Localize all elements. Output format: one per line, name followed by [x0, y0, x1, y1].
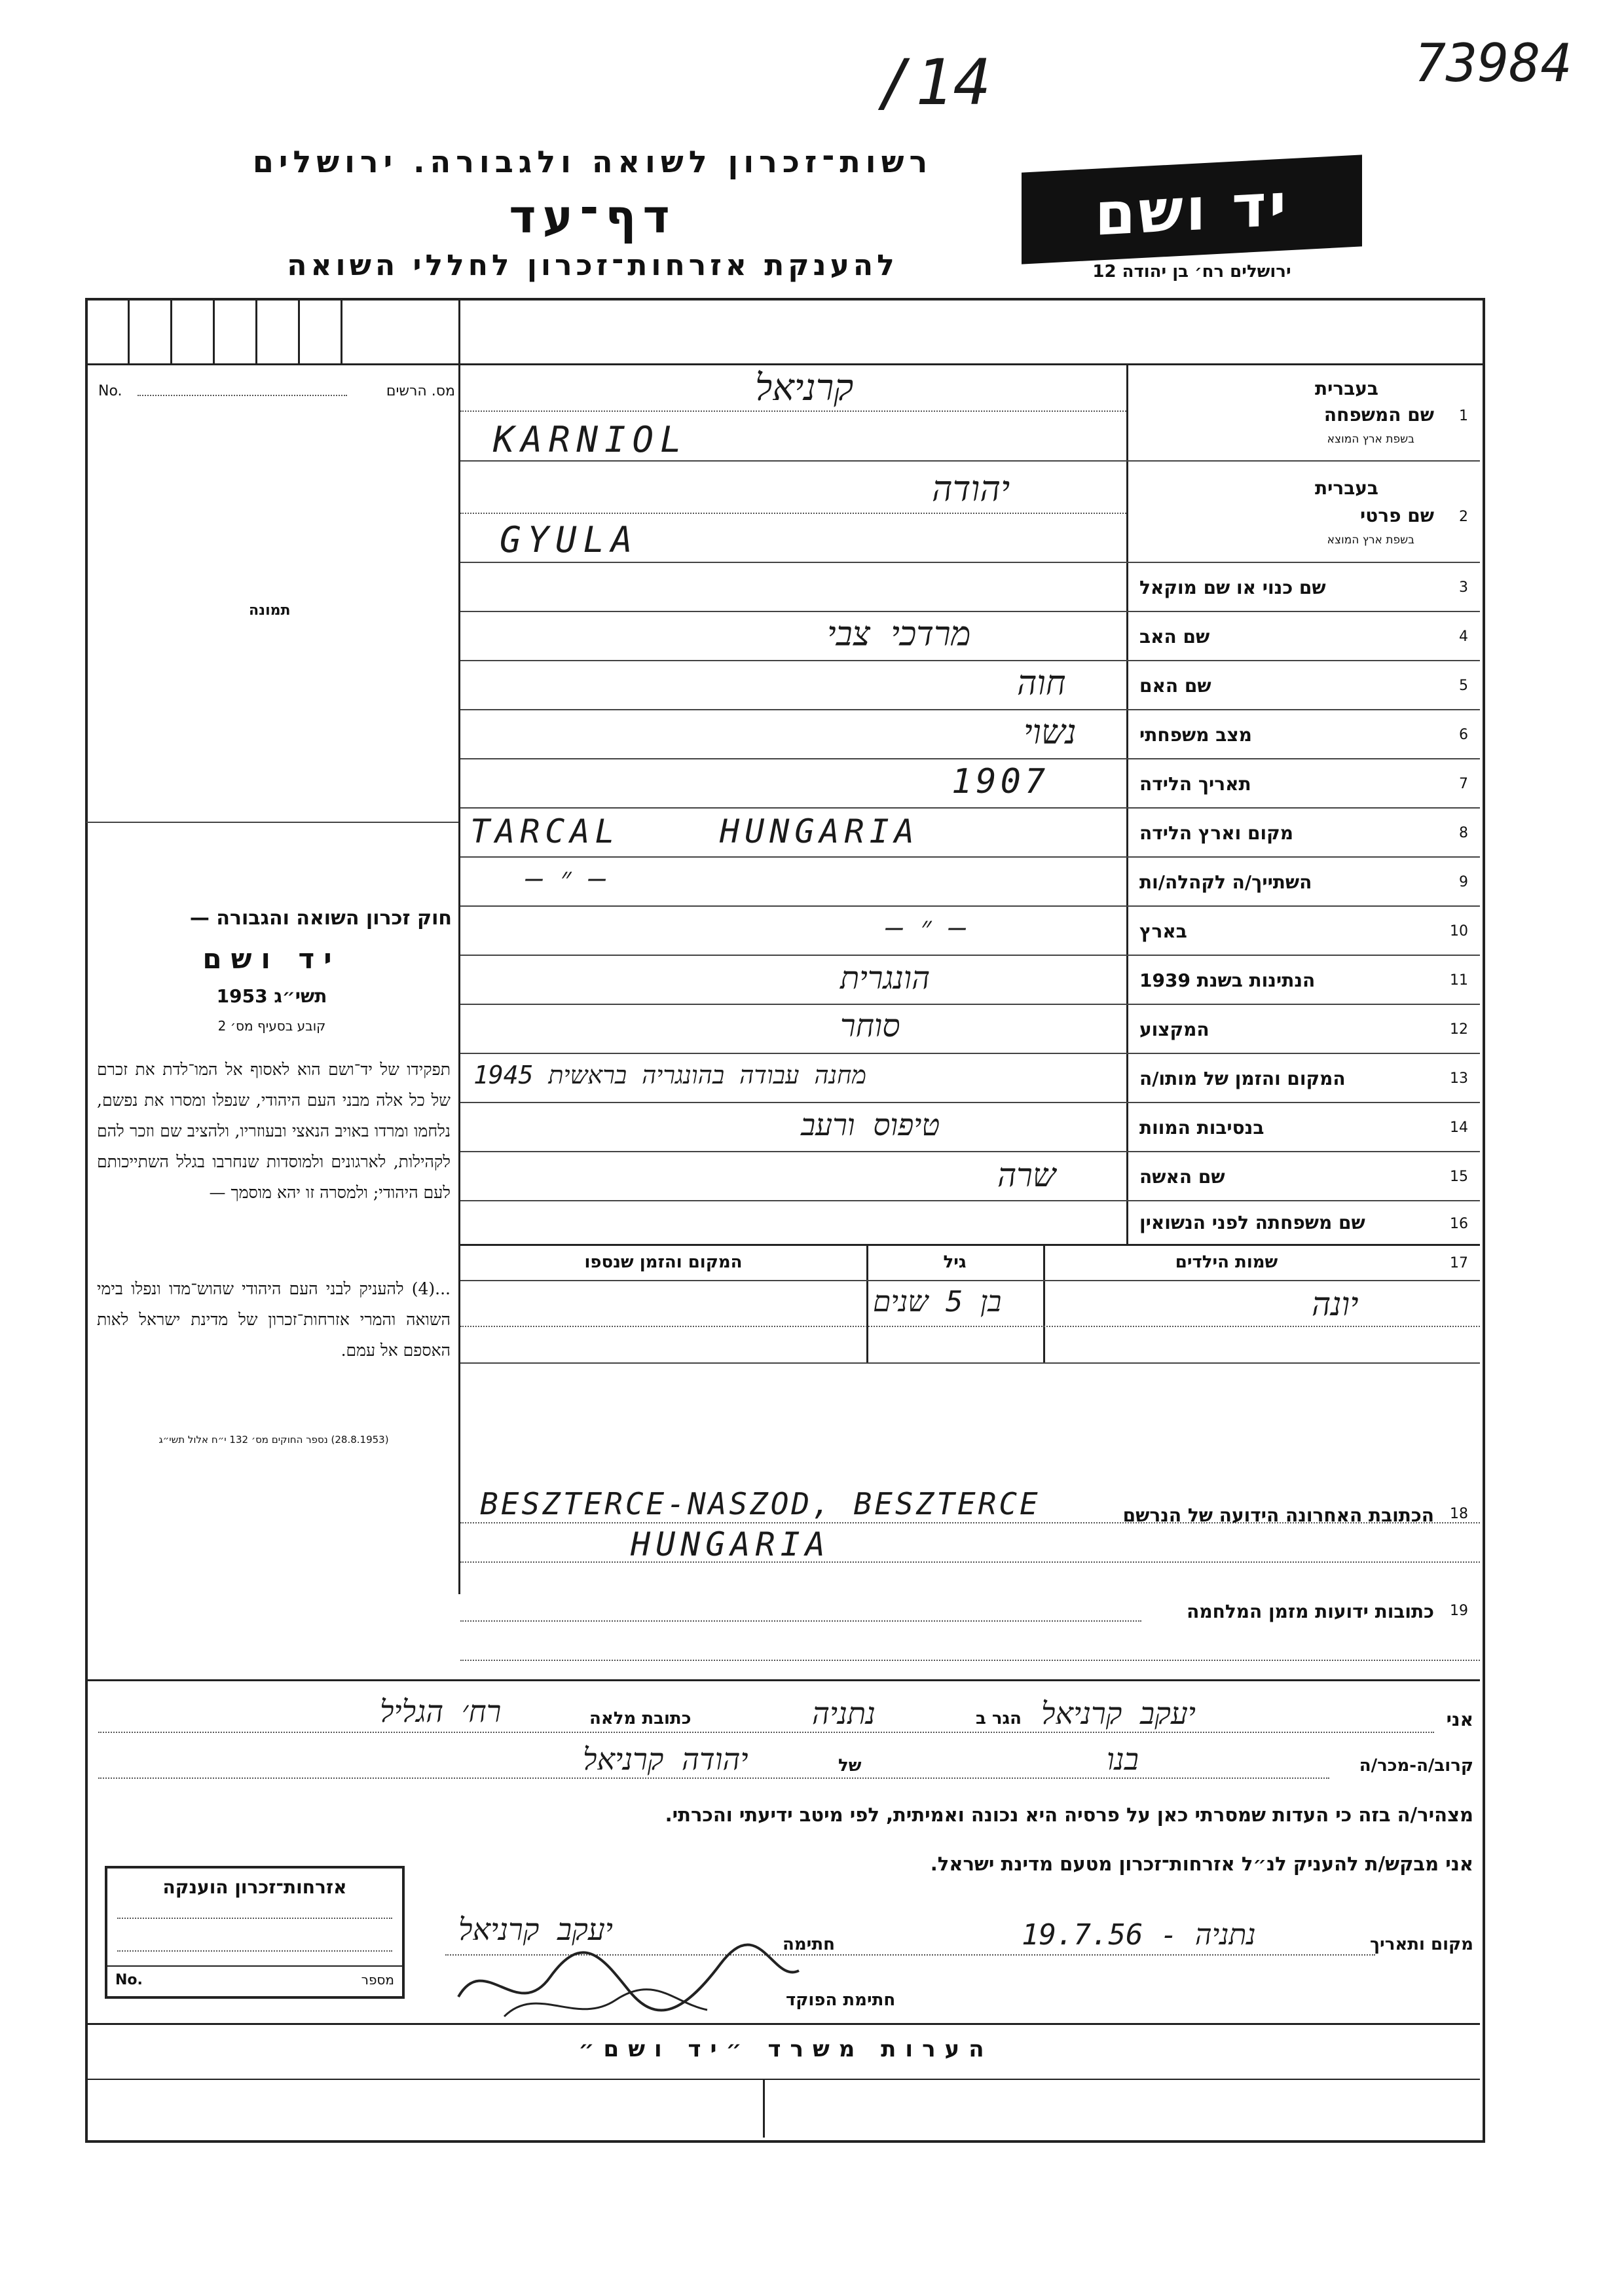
field-number: 17 — [1450, 1255, 1468, 1271]
family-name-label: שם המשפחה — [1323, 404, 1434, 426]
stamp-mark: /14 — [877, 46, 991, 119]
field-number: 16 — [1450, 1216, 1468, 1232]
field-number: 1 — [1459, 408, 1468, 424]
children-table — [460, 1246, 1480, 1429]
death-place-value[interactable]: מחנה עבודה בהונגריה בראשית 1945 — [473, 1061, 867, 1089]
official-signature-label: חתימת הפוקד — [786, 1990, 896, 2010]
institution-address: ירושלים רח׳ בן יהודה 12 — [1092, 262, 1291, 282]
wife-maiden-name-label: שם משפחתה לפני הנשואין — [1139, 1212, 1365, 1233]
of-value[interactable]: יהודה קרניאל — [583, 1741, 748, 1777]
form-title: דף־עד — [509, 190, 676, 244]
mother-name-label: שם האם — [1139, 675, 1211, 697]
certificate-no-prefix: No. — [115, 1972, 143, 1988]
relation-value[interactable]: בנו — [1107, 1741, 1139, 1777]
authority-name: רשות־זכרון לשואה ולגבורה. ירושלים — [252, 144, 933, 179]
top-box-row — [85, 298, 1483, 365]
declaration-statement-2: אני מבקש/ת להעניק לנ״ל אזרחות־זכרון מטעם מדינת ישראל. — [930, 1853, 1473, 1875]
family-name-lang1: בעברית — [1314, 378, 1378, 399]
field-birth-date — [460, 759, 1480, 809]
field-number: 6 — [1459, 727, 1468, 743]
profession-value[interactable]: סוחר — [840, 1008, 900, 1044]
father-name-label: שם האב — [1139, 626, 1210, 647]
last-address-line2[interactable]: HUNGARIA — [631, 1525, 830, 1563]
death-place-label: המקום והזמן של מותו/ה — [1139, 1068, 1346, 1089]
given-name-latin[interactable]: GYULA — [500, 519, 639, 560]
place-date-label: מקום ותאריך — [1370, 1935, 1473, 1954]
field-family-name — [460, 363, 1480, 462]
field-number: 19 — [1450, 1603, 1468, 1619]
field-number: 13 — [1450, 1070, 1468, 1087]
country-label: בארץ — [1139, 920, 1187, 942]
signature-stroke — [504, 1990, 707, 2016]
form-subtitle: להענקת אזרחות־זכרון לחללי השואה — [287, 249, 898, 282]
given-name-hebrew[interactable]: יהודה — [932, 468, 1010, 509]
nationality-value[interactable]: הונגרית — [840, 960, 931, 996]
field-number: 9 — [1459, 874, 1468, 890]
field-birth-place — [460, 809, 1480, 858]
law-year: תשי״ג 1953 — [216, 985, 327, 1007]
family-name-lang2: בשפת ארץ המוצא — [1327, 433, 1414, 446]
field-marital-status — [460, 710, 1480, 759]
field-wife-maiden-name — [460, 1201, 1480, 1244]
declaration-line1 — [92, 1692, 1473, 1741]
declaration-line2 — [92, 1741, 1473, 1787]
place-date-value[interactable]: נתניה - 19.7.56 — [1022, 1918, 1256, 1952]
death-circumstances-value[interactable]: טיפוס ורעב — [801, 1107, 940, 1142]
marital-status-label: מצב משפחתי — [1139, 724, 1252, 746]
community-value[interactable]: — ״ — — [526, 862, 606, 895]
relation-label: קרוב/ה-מכר/ה — [1359, 1756, 1473, 1776]
signature-value[interactable]: יעקב קרניאל — [458, 1912, 613, 1947]
law-text-1: תפקידו של יד־ושם הוא לאסוף אל המו־לדת את זכרם של כל אלה מבני העם היהודי, שנפלו ומסרו את נפשם, נלחמו ומרדו באויב הנאצי ובעוזריו, ולהציב שם וזכר להם לקהילות, לארגונים ולמוסדות שנחרבו בגלל השתייכותם לעם היהודי; ולמסרה זו יהא מוסמך — — [97, 1060, 451, 1202]
children-col-place: המקום והזמן שנספו — [584, 1252, 743, 1272]
field-nationality-1939 — [460, 956, 1480, 1005]
death-circumstances-label: בנסיבות המוות — [1139, 1117, 1264, 1139]
birth-date-value[interactable]: 1907 — [951, 762, 1050, 801]
marital-status-value[interactable]: נשוי — [1024, 713, 1077, 752]
photo-label: תמונה — [249, 602, 291, 619]
field-number: 3 — [1459, 579, 1468, 596]
certificate-title: אזרחות־זכרון הוענקה — [162, 1876, 347, 1898]
archive-number: 73984 — [1414, 33, 1572, 94]
declarant-name[interactable]: יעקב קרניאל — [1041, 1696, 1196, 1731]
field-death-place-time — [460, 1054, 1480, 1103]
birth-place-value[interactable]: TARCAL HUNGARIA — [470, 812, 919, 850]
field-profession — [460, 1005, 1480, 1054]
wife-name-value[interactable]: שרה — [997, 1156, 1056, 1194]
field-number: 14 — [1450, 1120, 1468, 1136]
field-number: 7 — [1459, 776, 1468, 792]
field-number: 5 — [1459, 678, 1468, 694]
profession-label: המקצוע — [1139, 1019, 1209, 1040]
field-wartime-addresses — [460, 1578, 1480, 1676]
resides-label: הגר ב — [976, 1709, 1022, 1728]
signature-label: חתימה — [783, 1935, 835, 1954]
field-community — [460, 858, 1480, 907]
last-address-label: הכתובת האחרונה הידועה של הנרשם — [1122, 1504, 1434, 1526]
child-age[interactable]: בן 5 שנים — [873, 1285, 1002, 1319]
field-wife-name — [460, 1152, 1480, 1201]
field-nickname — [460, 563, 1480, 612]
signature-stroke — [458, 1944, 799, 2010]
family-name-hebrew[interactable]: קרניאל — [755, 367, 854, 409]
field-number: 4 — [1459, 629, 1468, 645]
declaration-statement-1: מצהיר/ה בזה כי העדות שמסרתי כאן על פרסיה היא נכונה ואמיתית, לפי מיטב ידיעתי והכרתי. — [665, 1804, 1473, 1826]
mother-name-value[interactable]: חוה — [1017, 664, 1066, 703]
field-number: 12 — [1450, 1021, 1468, 1038]
country-value[interactable]: — ״ — — [886, 911, 967, 944]
field-mother-name — [460, 661, 1480, 710]
field-country — [460, 907, 1480, 956]
law-title: חוק זכרון השואה והגבורה — — [189, 907, 452, 930]
certificate-number-label: מספר — [361, 1972, 394, 1988]
yad-vashem-logo: יד ושם — [1022, 155, 1362, 264]
field-number: 2 — [1459, 509, 1468, 525]
field-number: 11 — [1450, 972, 1468, 989]
field-father-name — [460, 612, 1480, 661]
field-death-circumstances — [460, 1103, 1480, 1152]
given-name-lang1: בעברית — [1314, 477, 1378, 499]
field-number: 8 — [1459, 825, 1468, 841]
field-given-name — [460, 462, 1480, 563]
given-name-lang2: בשפת ארץ המוצא — [1327, 534, 1414, 547]
children-col-age: גיל — [943, 1252, 967, 1272]
full-address-value[interactable]: רח׳ הגליל — [380, 1694, 502, 1729]
nationality-label: הנתינות בשנת 1939 — [1139, 970, 1316, 991]
children-col-names: שמות הילדים — [1175, 1252, 1278, 1272]
given-name-label: שם פרטי — [1359, 505, 1434, 526]
law-reference: (28.8.1953) נספר החוקים מס׳ 132 י״ח אלול תשי״ג — [158, 1434, 389, 1446]
law-section: קובע בסעיף מס׳ 2 — [217, 1018, 326, 1034]
wife-name-label: שם האשה — [1139, 1166, 1225, 1188]
full-address-label: כתובת מלאה — [589, 1709, 692, 1728]
birth-date-label: תאריך הלידה — [1139, 773, 1251, 795]
file-number: No. מס. הרשים — [98, 383, 455, 399]
wartime-addresses-label: כתובות ידועות מזמן המלחמה — [1187, 1601, 1434, 1622]
of-label: של — [838, 1756, 862, 1776]
community-label: השתייך/ה לקהלה/ות — [1139, 871, 1312, 893]
field-number: 15 — [1450, 1169, 1468, 1185]
law-text-2: ...(4) להעניק לבני העם היהודי שהוש־מדו ונפלו בימי השואה והמרי אזרחות־זכרון של מדינת ישראל לאות האספם אל עמם. — [97, 1279, 451, 1360]
child-name[interactable]: יונה — [1312, 1285, 1359, 1323]
resides-value[interactable]: נתניה — [812, 1696, 876, 1731]
certificate-box — [105, 1866, 405, 1999]
field-number: 10 — [1450, 923, 1468, 939]
nickname-label: שם כנוי או שם מוקאל — [1139, 577, 1326, 598]
last-address-line1[interactable]: BESZTERCE-NASZOD, BESZTERCE — [480, 1486, 1041, 1522]
law-name: יד ושם — [202, 943, 341, 975]
family-name-latin[interactable]: KARNIOL — [493, 419, 688, 460]
notes-label: הערות משרד ״יד ושם״ — [578, 2036, 993, 2062]
birth-place-label: מקום וארץ הלידה — [1139, 822, 1293, 844]
field-number: 18 — [1450, 1506, 1468, 1522]
father-name-value[interactable]: מרדכי צבי — [827, 615, 971, 654]
declarant-label: אני — [1446, 1709, 1473, 1730]
signature-scribble — [445, 1938, 812, 2030]
certificate-number-row — [107, 1965, 402, 1996]
